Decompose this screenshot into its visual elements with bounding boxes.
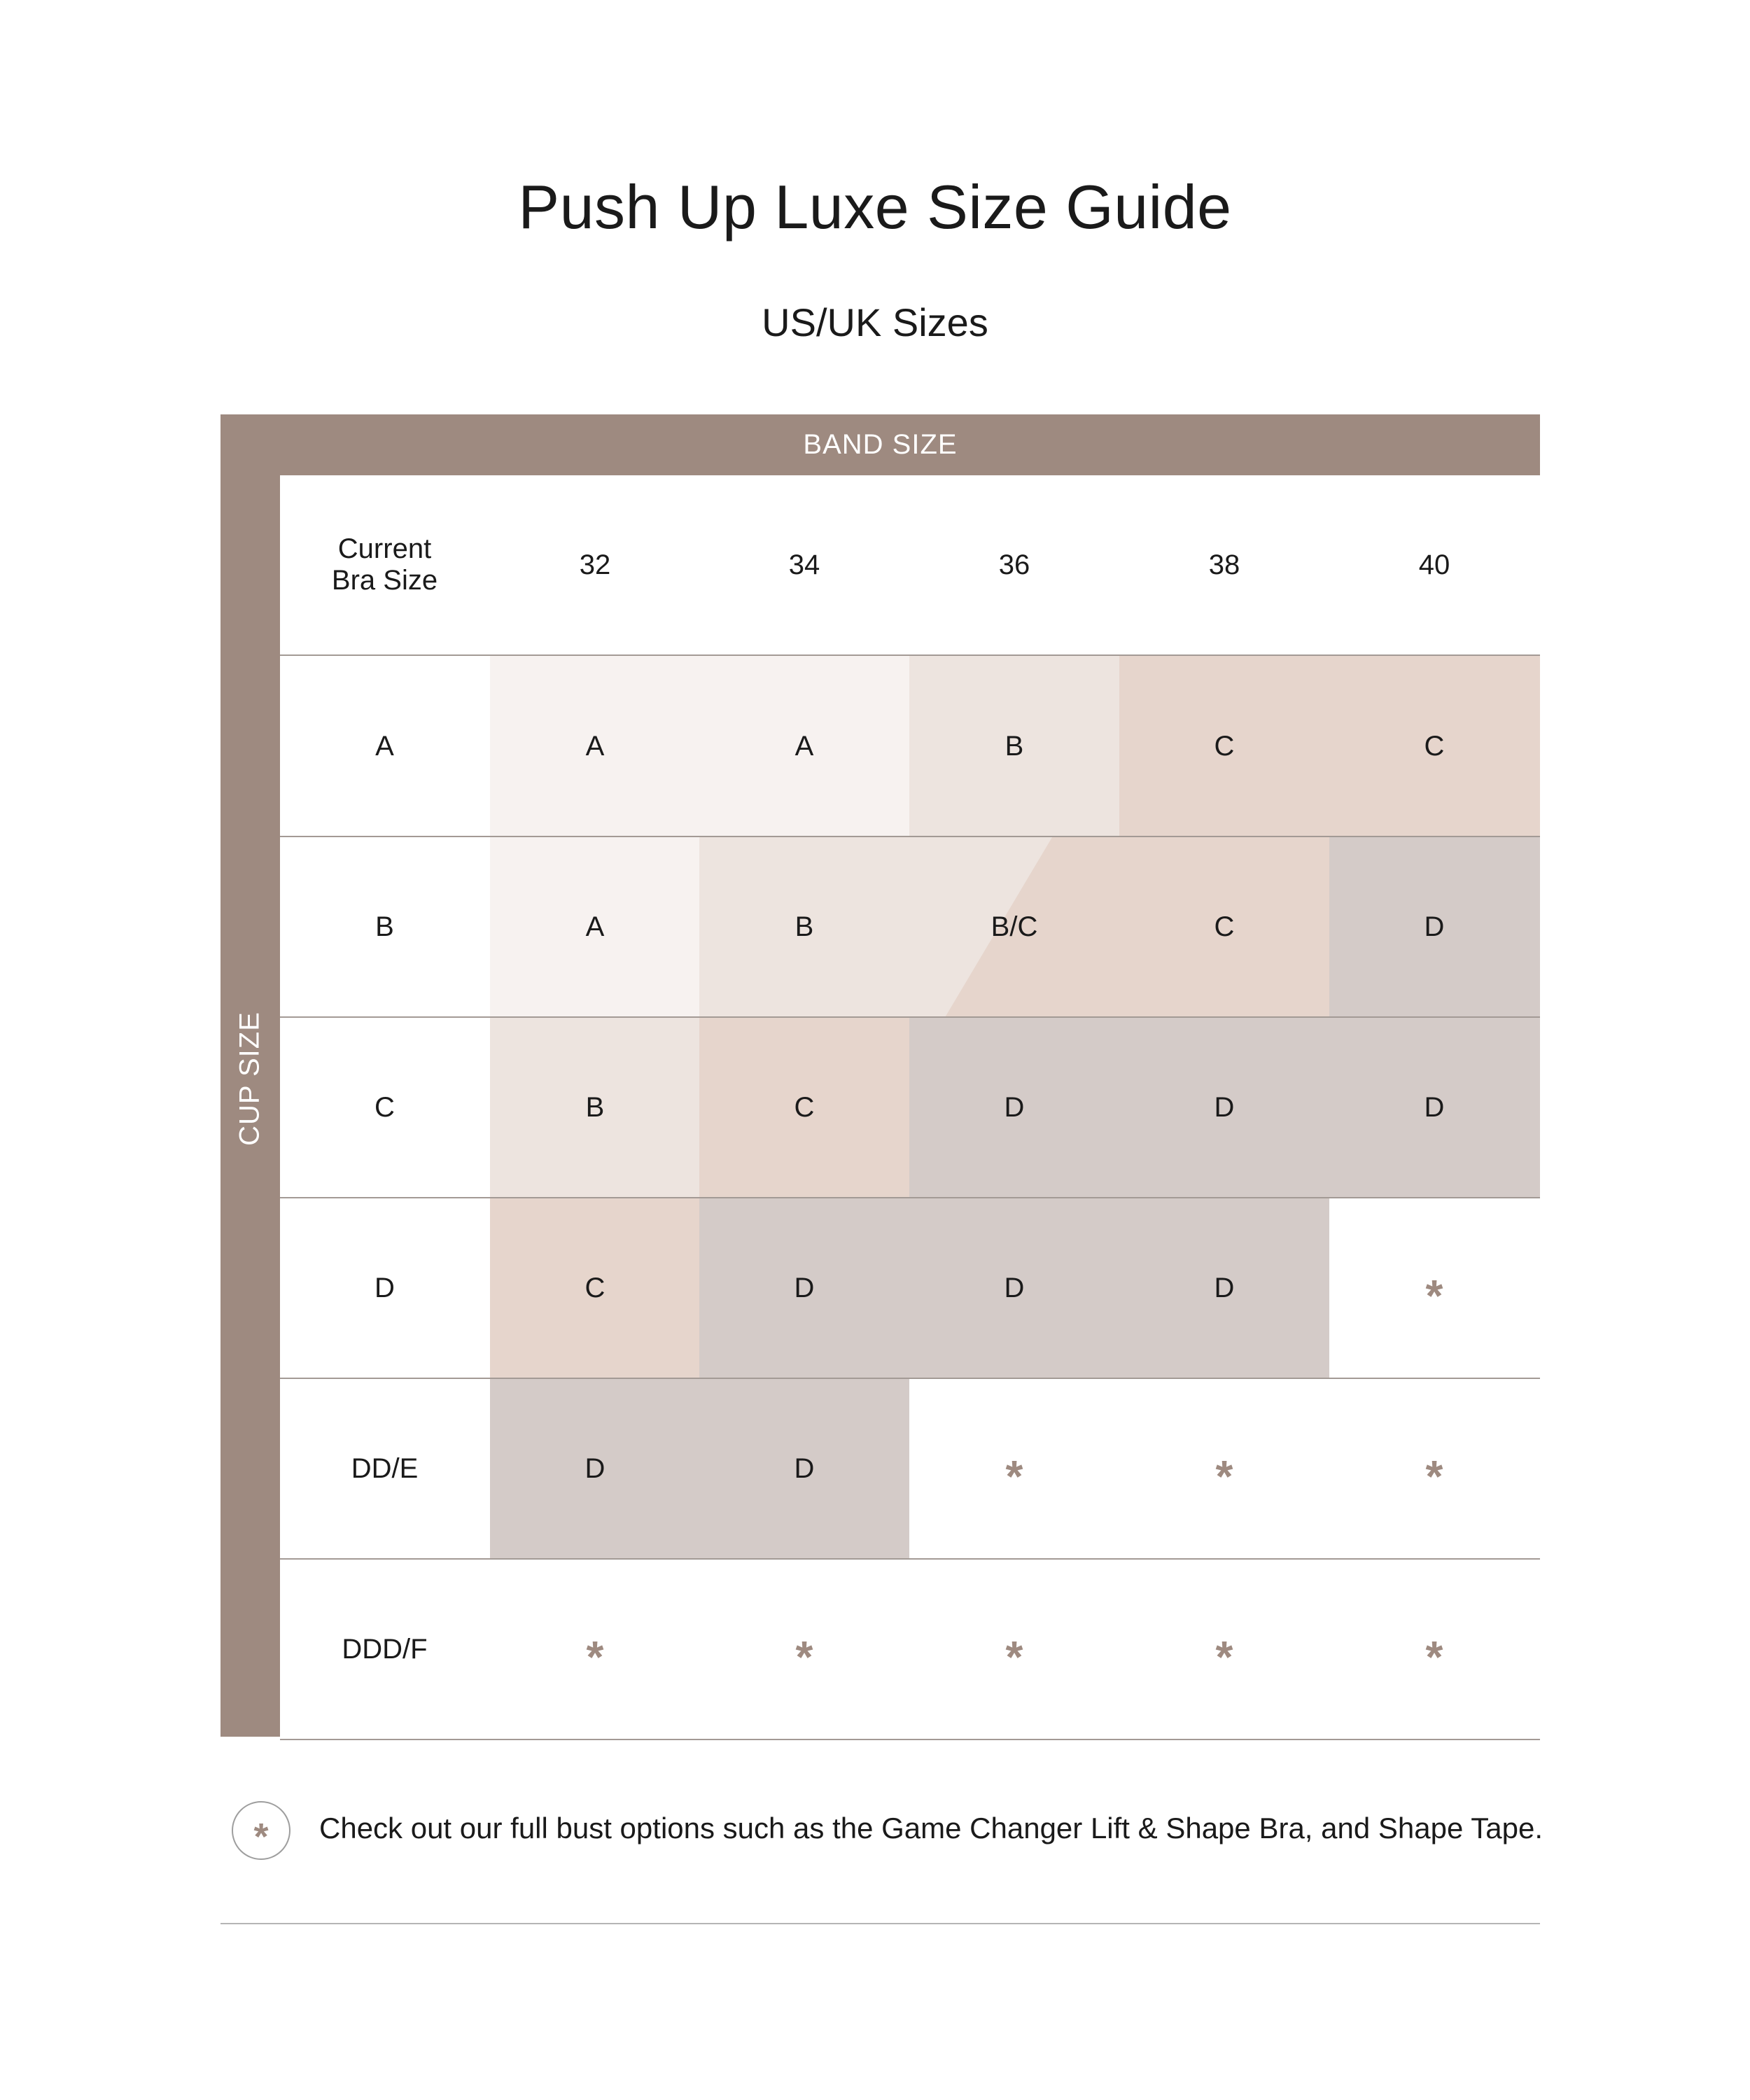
cell-value: B <box>794 911 814 942</box>
table-cell <box>699 1198 909 1378</box>
cell-value: D <box>1424 911 1445 942</box>
table-cell <box>909 656 1119 836</box>
table-cell-asterisk <box>1329 1198 1539 1378</box>
table-cell <box>1119 1017 1329 1198</box>
table-cell <box>490 1017 700 1198</box>
table-cell-asterisk <box>909 1559 1119 1740</box>
cell-value: C <box>584 1272 606 1303</box>
cell-value: C <box>1214 730 1235 762</box>
header-current-line1: Current <box>337 533 432 564</box>
table-cell-asterisk <box>1119 1559 1329 1740</box>
row-divider <box>280 1016 1540 1018</box>
footer-note: Check out our full bust options such as the Game Changer Lift & Shape Bra, and Shape Tape. <box>319 1812 1543 1844</box>
row-divider <box>280 836 1540 837</box>
table-cell-asterisk <box>1119 1378 1329 1559</box>
row-divider <box>280 1558 1540 1560</box>
cell-value: D <box>1214 1272 1235 1303</box>
cell-value: D <box>794 1272 815 1303</box>
band-size-38: 38 <box>1208 549 1240 580</box>
cup-size-label: CUP SIZE <box>234 1011 265 1146</box>
asterisk-icon: * <box>253 1816 269 1858</box>
band-size-34: 34 <box>788 549 820 580</box>
cell-value: C <box>794 1091 815 1123</box>
table-cell <box>1119 1198 1329 1378</box>
table-cell <box>490 1378 700 1559</box>
asterisk-icon: * <box>1215 1451 1233 1502</box>
band-size-40: 40 <box>1418 549 1450 580</box>
table-cell <box>699 1378 909 1559</box>
asterisk-icon: * <box>586 1632 604 1682</box>
row-divider <box>280 1739 1540 1740</box>
cup-row-label: A <box>375 730 394 762</box>
table-cell <box>1119 836 1329 1017</box>
table-cell <box>909 1017 1119 1198</box>
table-cell <box>1329 656 1539 836</box>
table-cell <box>699 836 909 1017</box>
table-cell-asterisk <box>1329 1559 1539 1740</box>
table-cell <box>699 1017 909 1198</box>
asterisk-icon: * <box>1425 1632 1443 1682</box>
cell-value: C <box>1214 911 1235 942</box>
band-size-label: BAND SIZE <box>803 429 958 460</box>
page-title: Push Up Luxe Size Guide <box>518 172 1232 241</box>
table-cell <box>490 1198 700 1378</box>
cell-value: A <box>585 730 605 762</box>
cell-value: D <box>1004 1272 1025 1303</box>
cell-value: B <box>585 1091 605 1123</box>
cup-row-label: B <box>375 911 394 942</box>
cell-value: D <box>1004 1091 1025 1123</box>
footer-asterisk-circle <box>232 1801 290 1860</box>
page-subtitle: US/UK Sizes <box>762 300 988 344</box>
cell-value: D <box>584 1452 606 1484</box>
asterisk-icon: * <box>1005 1451 1023 1502</box>
band-size-36: 36 <box>998 549 1030 580</box>
table-cell-asterisk <box>1329 1378 1539 1559</box>
header-current-bra-size <box>280 475 489 654</box>
table-cell <box>1119 656 1329 836</box>
row-divider <box>280 1197 1540 1198</box>
table-cell <box>1329 1017 1539 1198</box>
asterisk-icon: * <box>1425 1270 1443 1321</box>
table-cell-asterisk <box>699 1559 909 1740</box>
table-cell <box>490 656 700 836</box>
table-cell-asterisk <box>490 1559 700 1740</box>
table-cell <box>909 1198 1119 1378</box>
cell-value: C <box>1424 730 1445 762</box>
cell-value: A <box>794 730 814 762</box>
row-divider <box>280 1378 1540 1379</box>
cup-row-label: DD/E <box>351 1452 419 1484</box>
asterisk-icon: * <box>795 1632 813 1682</box>
cup-row-label: D <box>374 1272 395 1303</box>
cell-value: B/C <box>990 911 1038 942</box>
table-cell <box>909 836 1119 1017</box>
cell-value: B <box>1004 730 1024 762</box>
asterisk-icon: * <box>1005 1632 1023 1682</box>
table-cell <box>1329 836 1539 1017</box>
cup-row-label: DDD/F <box>342 1633 428 1665</box>
cell-value: A <box>585 911 605 942</box>
table-cell <box>699 656 909 836</box>
table-cell-asterisk <box>909 1378 1119 1559</box>
cell-value: D <box>1214 1091 1235 1123</box>
footer-divider <box>220 1923 1540 1924</box>
asterisk-icon: * <box>1425 1451 1443 1502</box>
row-divider <box>280 654 1540 656</box>
cup-row-label: C <box>374 1091 395 1123</box>
asterisk-icon: * <box>1215 1632 1233 1682</box>
cell-value: D <box>1424 1091 1445 1123</box>
table-cell <box>490 836 700 1017</box>
band-size-32: 32 <box>579 549 611 580</box>
header-current-line2: Bra Size <box>331 565 438 596</box>
cell-value: D <box>794 1452 815 1484</box>
